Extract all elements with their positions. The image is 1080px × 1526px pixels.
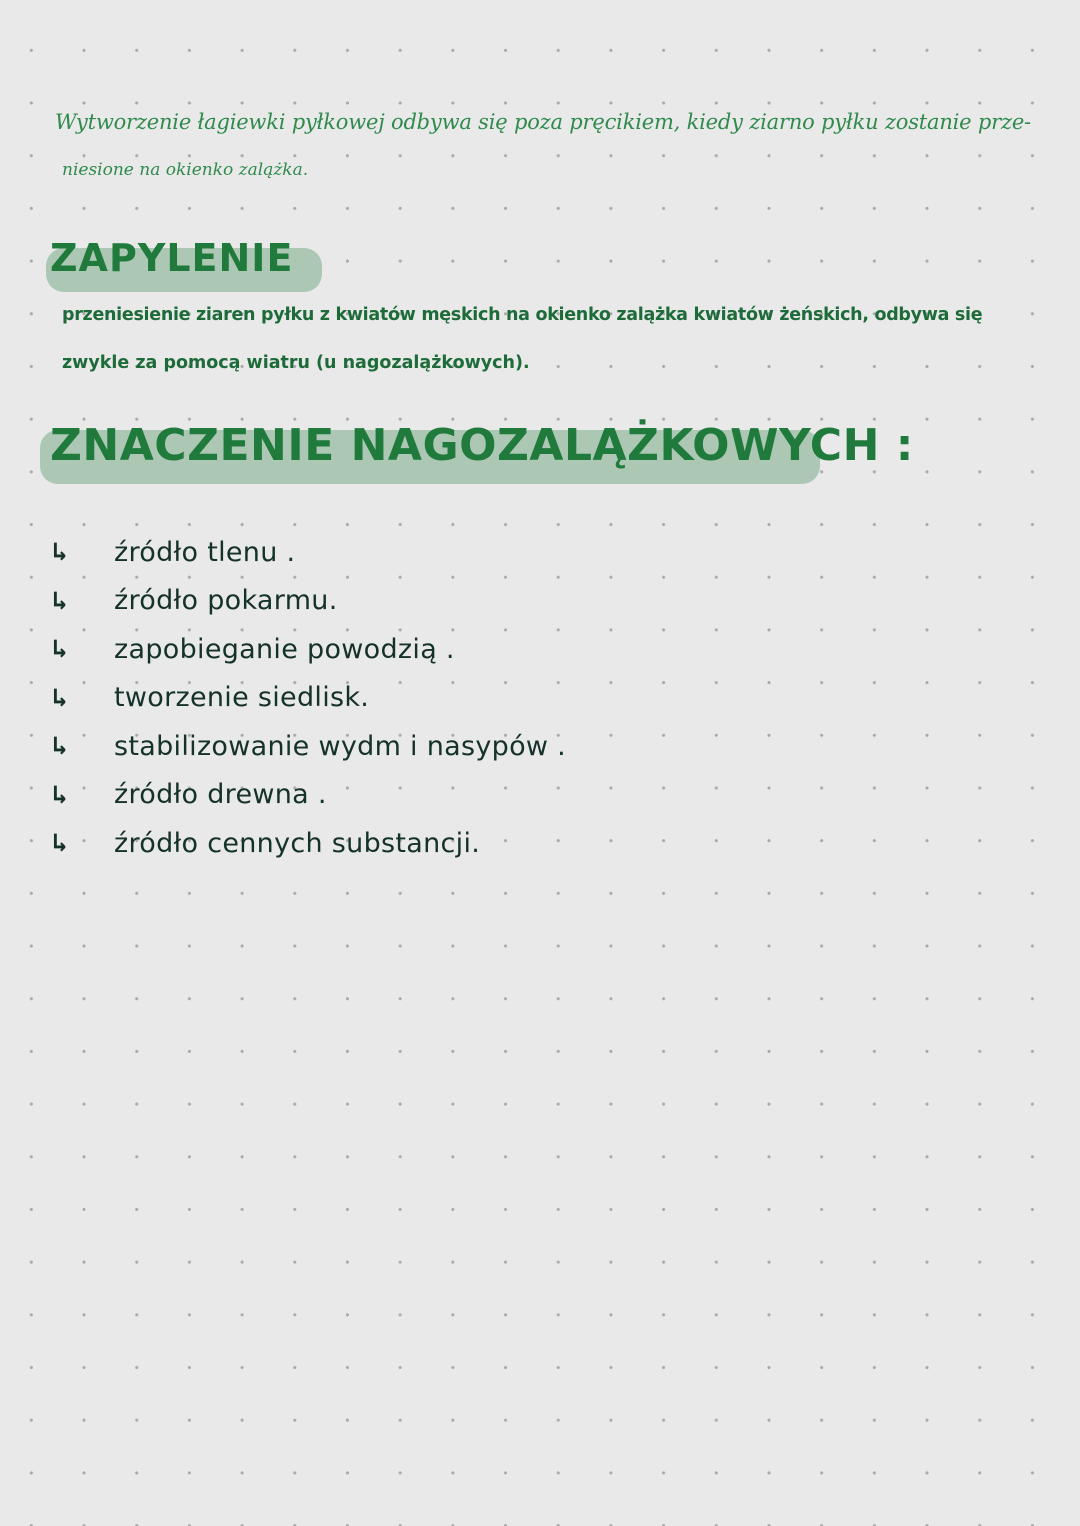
arrow-icon: ↳: [52, 828, 68, 859]
arrow-icon: ↳: [52, 779, 68, 810]
significance-list: [52, 528, 566, 868]
list-item-text: źródło tlenu .: [114, 536, 296, 568]
arrow-icon: ↳: [52, 537, 68, 568]
significance-heading: [50, 420, 914, 471]
list-item: [52, 771, 566, 820]
arrow-icon: ↳: [52, 585, 68, 616]
pollination-heading-text: ZAPYLENIE: [50, 236, 294, 280]
pollination-definition-line-1: przeniesienie ziaren pyłku z kwiatów męskich na okienko zalążka kwiatów żeńskich, odbywa się: [62, 305, 983, 325]
list-item: [52, 674, 566, 723]
pollination-heading: [50, 236, 293, 280]
significance-heading-text: ZNACZENIE NAGOZALĄŻKOWYCH :: [50, 420, 914, 471]
arrow-icon: ↳: [52, 634, 68, 665]
list-item-text: zapobieganie powodzią .: [114, 633, 455, 665]
arrow-icon: ↳: [52, 682, 68, 713]
list-item-text: stabilizowanie wydm i nasypów .: [114, 730, 567, 762]
list-item: [52, 577, 566, 626]
pollination-definition-line-2: zwykle za pomocą wiatru (u nagozalążkowych).: [62, 353, 530, 373]
intro-line-1: Wytworzenie łagiewki pyłkowej odbywa się poza pręcikiem, kiedy ziarno pyłku zostanie prze-: [55, 110, 1031, 134]
list-item-text: źródło cennych substancji.: [114, 827, 481, 859]
list-item-text: źródło pokarmu.: [114, 585, 338, 617]
list-item-text: źródło drewna .: [114, 779, 327, 811]
list-item: [52, 625, 566, 674]
list-item: [52, 819, 566, 868]
list-item-text: tworzenie siedlisk.: [114, 682, 370, 714]
list-item: [52, 528, 566, 577]
list-item: [52, 722, 566, 771]
arrow-icon: ↳: [52, 731, 68, 762]
intro-line-2: niesione na okienko zalążka.: [62, 160, 309, 180]
